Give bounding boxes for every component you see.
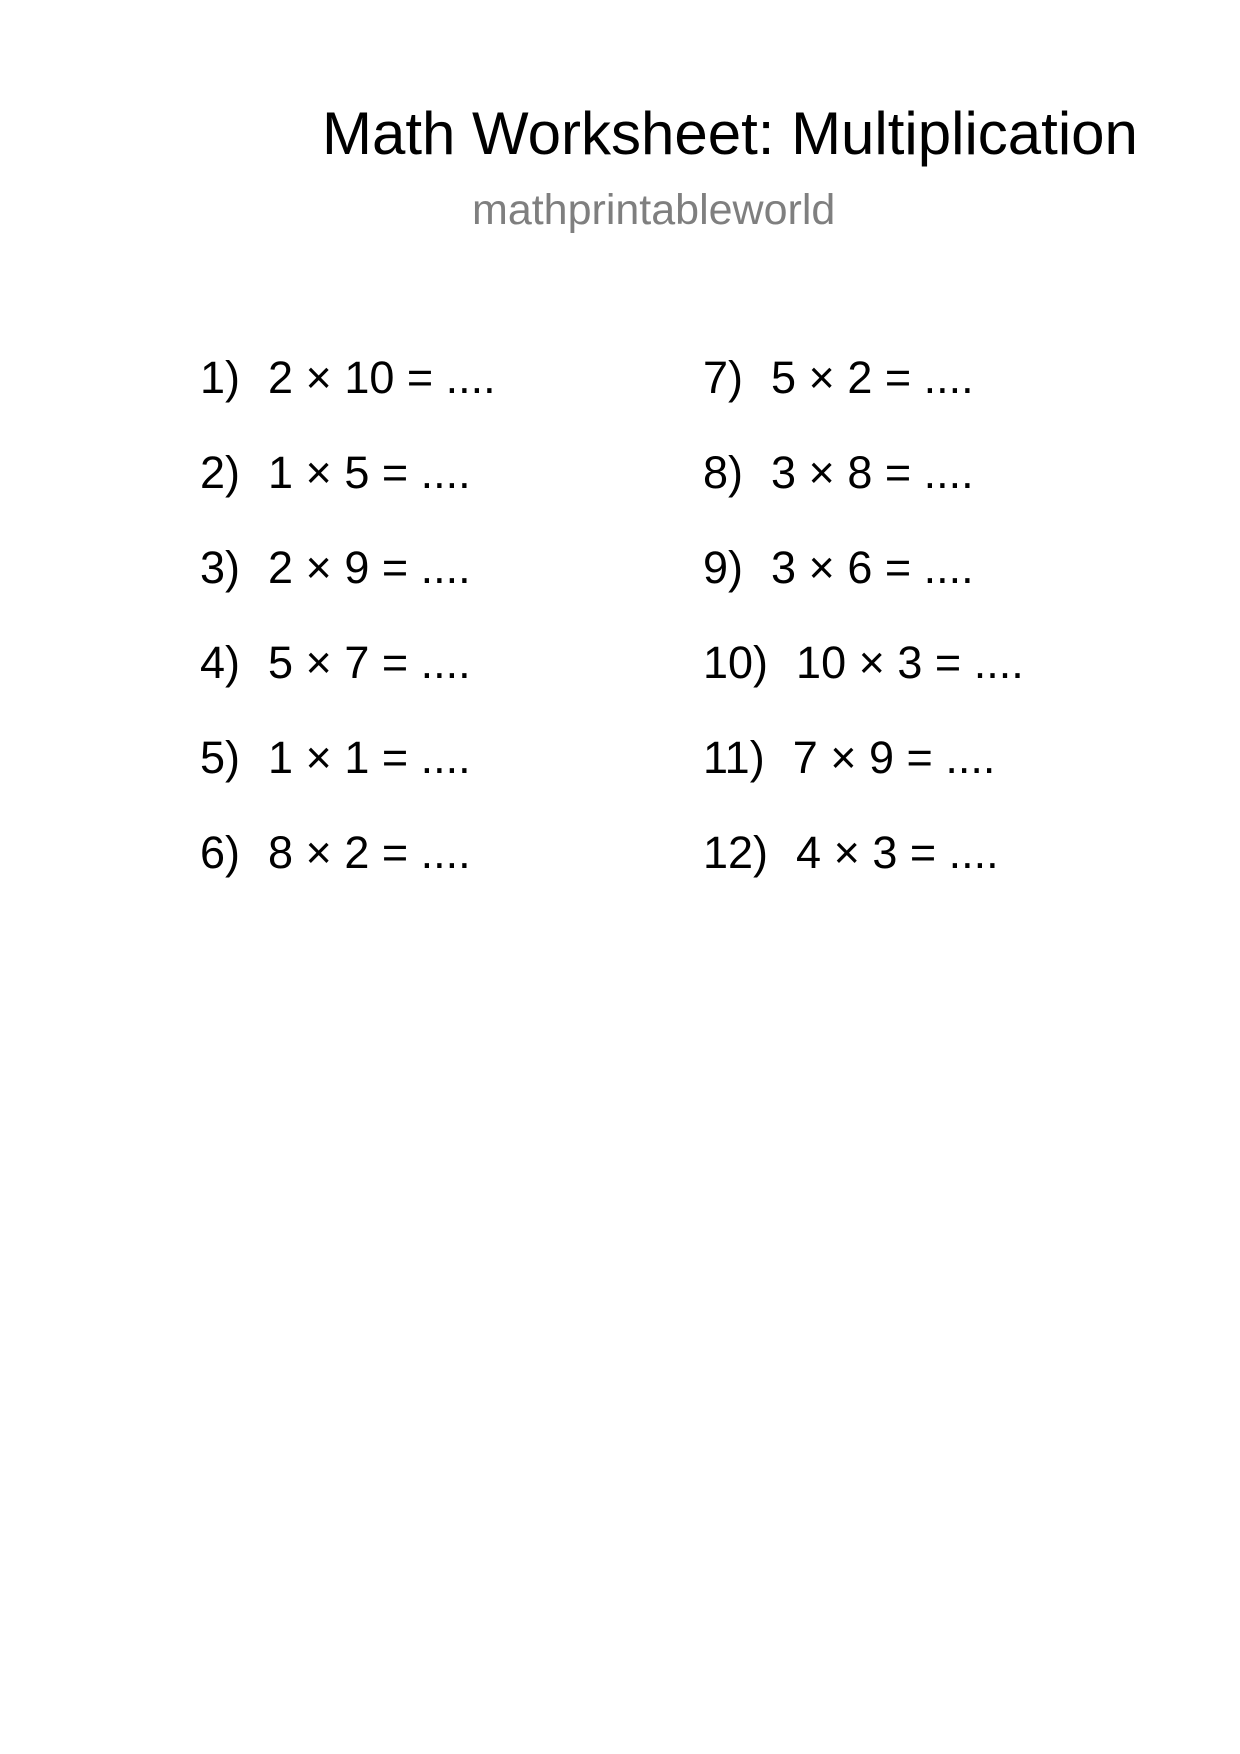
problem-expression: 5 × 7 = .... [268,637,471,688]
problem-number: 7) [703,352,744,403]
problem-expression: 2 × 9 = .... [268,542,471,593]
problem-6 [200,825,471,881]
problem-number: 12) [703,827,769,878]
problem-4 [200,635,471,691]
problem-number: 11) [703,732,765,783]
problem-expression: 1 × 1 = .... [268,732,471,783]
problem-expression: 1 × 5 = .... [268,447,471,498]
problem-expression: 7 × 9 = .... [792,732,996,783]
problem-number: 8) [703,447,744,498]
problem-1 [200,350,496,406]
problem-expression: 2 × 10 = .... [268,352,496,403]
problem-expression: 3 × 6 = .... [771,542,974,593]
problem-expression: 4 × 3 = .... [796,827,999,878]
problem-expression: 8 × 2 = .... [268,827,471,878]
problem-9 [703,540,974,596]
problem-number: 3) [200,542,241,593]
problem-11 [703,730,995,786]
worksheet-title: Math Worksheet: Multiplication [322,100,1138,167]
problem-number: 6) [200,827,241,878]
problem-10 [703,635,1024,691]
problem-8 [703,445,974,501]
worksheet-subtitle: mathprintableworld [472,186,836,234]
problem-number: 5) [200,732,241,783]
problem-2 [200,445,471,501]
problem-number: 9) [703,542,744,593]
problem-number: 4) [200,637,241,688]
problem-expression: 10 × 3 = .... [796,637,1024,688]
problem-3 [200,540,471,596]
problem-7 [703,350,974,406]
problem-12 [703,825,999,881]
problem-expression: 5 × 2 = .... [771,352,974,403]
problem-5 [200,730,471,786]
problem-number: 10) [703,637,769,688]
problem-expression: 3 × 8 = .... [771,447,974,498]
problem-number: 1) [200,352,241,403]
problem-number: 2) [200,447,241,498]
